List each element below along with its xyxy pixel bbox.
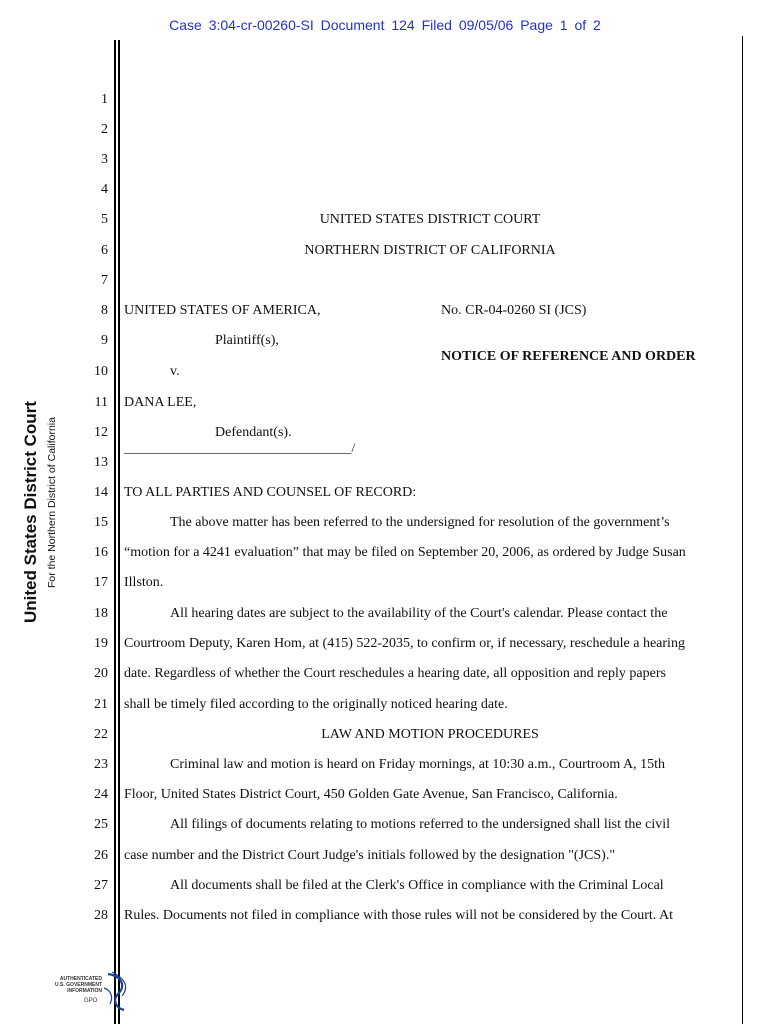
line-number: 24 [94,787,108,802]
body-line: The above matter has been referred to the undersigned for resolution of the government’s [170,515,670,530]
plaintiff-label: Plaintiff(s), [215,333,279,348]
body-line: Illston. [124,575,164,590]
line-number: 6 [101,243,108,258]
line-number: 27 [94,878,108,893]
line-number: 9 [101,333,108,348]
body-line: All documents shall be filed at the Clerk's Office in compliance with the Criminal Local [170,878,664,893]
line-number: 14 [94,485,108,500]
line-number: 18 [94,606,108,621]
line-number: 13 [94,455,108,470]
document-title: NOTICE OF REFERENCE AND ORDER [441,349,696,364]
versus: v. [170,364,180,379]
line-number: 15 [94,515,108,530]
line-number: 20 [94,666,108,681]
left-margin-rule [114,40,116,1024]
left-margin-rule-inner [118,40,120,1024]
right-margin-rule [742,36,743,1024]
plaintiff-party: UNITED STATES OF AMERICA, [124,303,321,318]
body-line: Floor, United States District Court, 450 Golden Gate Avenue, San Francisco, California. [124,787,618,802]
section-heading: LAW AND MOTION PROCEDURES [321,727,539,742]
body-line: Courtroom Deputy, Karen Hom, at (415) 522-2035, to confirm or, if necessary, reschedule a hearing [124,636,685,651]
line-number: 4 [101,182,108,197]
line-number: 1 [101,92,108,107]
body-line: shall be timely filed according to the originally noticed hearing date. [124,697,508,712]
line-number: 10 [94,364,108,379]
line-number: 26 [94,848,108,863]
line-number: 5 [101,212,108,227]
line-number: 23 [94,757,108,772]
court-title: UNITED STATES DISTRICT COURT [319,212,541,227]
body-line: “motion for a 4241 evaluation” that may be filed on September 20, 2006, as ordered by Judge Susan [124,545,686,560]
line-number: 7 [101,273,108,288]
body-line: Rules. Documents not filed in compliance with those rules will not be considered by the Court. At [124,908,674,923]
sidebar-district-name: For the Northern District of California [46,417,58,588]
body-line: All filings of documents relating to motions referred to the undersigned shall list the civil [170,817,671,832]
salutation: TO ALL PARTIES AND COUNSEL OF RECORD: [124,485,417,500]
body-line: case number and the District Court Judge's initials followed by the designation "(JCS)." [124,848,616,863]
line-number: 3 [101,152,108,167]
line-number: 28 [94,908,108,923]
defendant-label: Defendant(s). [215,425,292,440]
ecf-header: Case 3:04-cr-00260-SI Document 124 Filed 09/05/06 Page 1 of 2 [169,17,601,33]
line-number: 2 [101,122,108,137]
line-number: 16 [94,545,108,560]
line-number: 25 [94,817,108,832]
body-line: Criminal law and motion is heard on Friday mornings, at 10:30 a.m., Courtroom A, 15th [170,757,666,772]
gpo-authentication-seal [30,970,130,1014]
caption-rule: ___________________________________/ [124,440,356,455]
line-number: 12 [94,425,108,440]
body-line: date. Regardless of whether the Court reschedules a hearing date, all opposition and reply papers [124,666,666,681]
seal-line: U.S. GOVERNMENT [55,982,102,988]
line-number: 19 [94,636,108,651]
seal-text [30,976,102,994]
line-number: 11 [94,395,108,410]
seal-line: AUTHENTICATED [59,976,102,982]
line-number: 22 [94,727,108,742]
body-line: All hearing dates are subject to the availability of the Court's calendar. Please contact the [170,606,668,621]
case-number: No. CR-04-0260 SI (JCS) [441,303,587,318]
seal-line: INFORMATION [67,988,102,994]
line-number: 8 [101,303,108,318]
sidebar-court-name: United States District Court [21,401,40,623]
line-number: 17 [94,575,108,590]
defendant-party: DANA LEE, [124,395,197,410]
district-title: NORTHERN DISTRICT OF CALIFORNIA [304,243,556,258]
eagle-emblem-icon [96,970,136,1014]
seal-gpo-label: GPO [84,998,98,1004]
line-number: 21 [94,697,108,712]
